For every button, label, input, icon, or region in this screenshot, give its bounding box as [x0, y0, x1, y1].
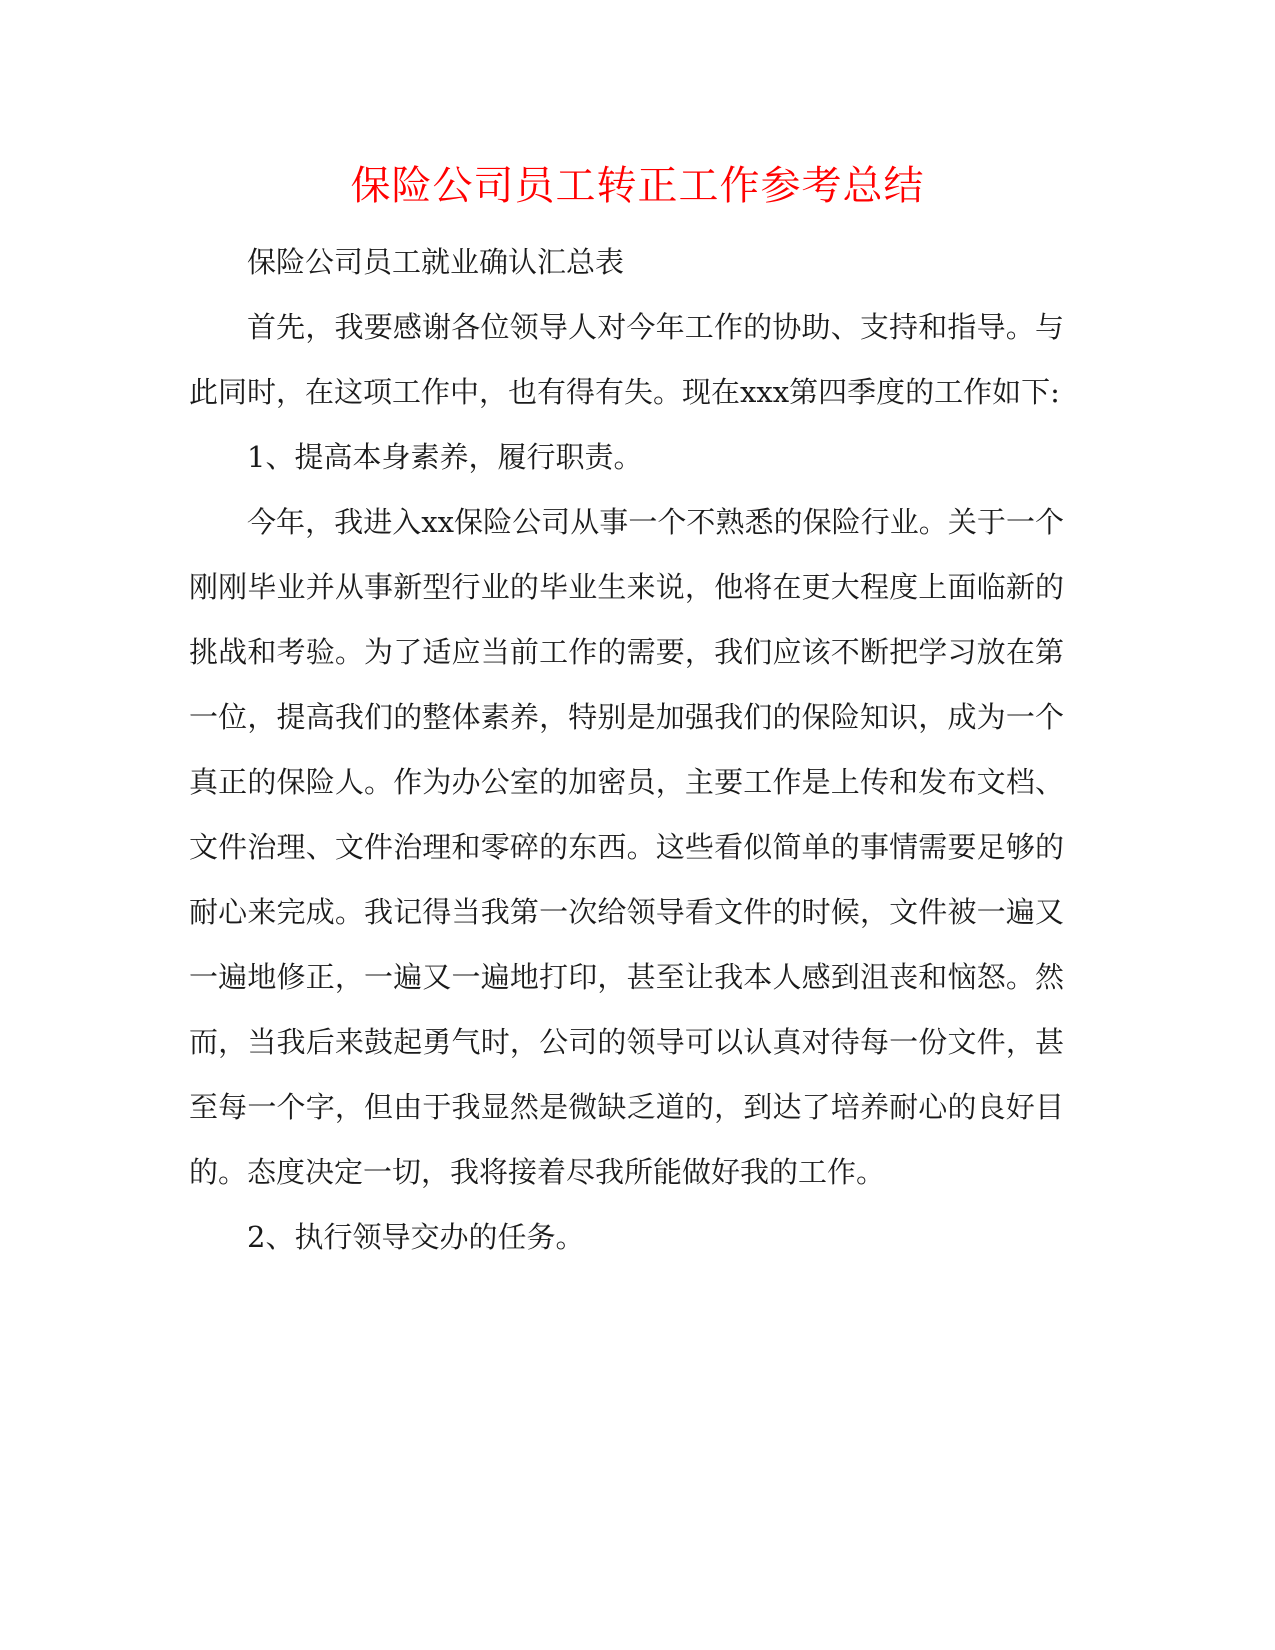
paragraph-subtitle: 保险公司员工就业确认汇总表 [247, 245, 625, 279]
paragraph-intro: 首先，我要感谢各位领导人对今年工作的协助、支持和指导。与此同时，在这项工作中，也有得有失。现在xxx第四季度的工作如下: [189, 310, 1064, 409]
paragraph-section-1-body: 今年，我进入xx保险公司从事一个不熟悉的保险行业。关于一个刚刚毕业并从事新型行业的毕业生来说，他将在更大程度上面临新的挑战和考验。为了适应当前工作的需要，我们应该不断把学习放在第一位，提高我们的整体素养，特别是加强我们的保险知识，成为一个真正的保险人。作为办公室的加密员，主要工作是上传和发布文档、文件治理、文件治理和零碎的东西。这些看似简单的事情需要足够的耐心来完成。我记得当我第一次给领导看文件的时候，文件被一遍又一遍地修正，一遍又一遍地打印，甚至让我本人感到沮丧和恼怒。然而，当我后来鼓起勇气时，公司的领导可以认真对待每一份文件，甚至每一个字，但由于我显然是微缺乏道的，到达了培养耐心的良好目的。态度决定一切，我将接着尽我所能做好我的工作。 [189, 505, 1064, 1189]
document-body [189, 230, 1064, 1270]
paragraph-section-1-heading: 1、提高本身素养，履行职责。 [247, 440, 643, 474]
document-title: 保险公司员工转正工作参考总结 [350, 163, 925, 209]
paragraph-section-2-heading: 2、执行领导交办的任务。 [247, 1220, 585, 1254]
